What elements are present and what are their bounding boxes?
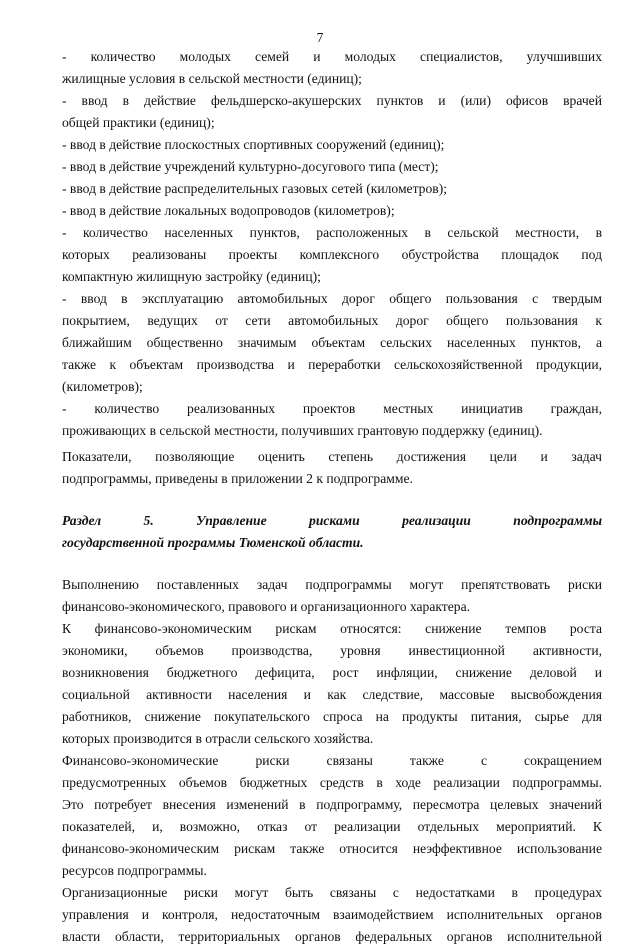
text-line: социальной активности населения и как следствие, массовые высвобождения — [62, 687, 602, 702]
text-line: возникновения бюджетного дефицита, рост инфляции, снижение деловой и — [62, 665, 602, 680]
text-line: общей практики (единиц); — [62, 115, 215, 130]
text-line: ближайшим общественно значимым объектам сельских населенных пунктов, а — [62, 335, 602, 350]
heading-line: государственной программы Тюменской области. — [62, 535, 364, 550]
text-line: работников, снижение покупательского спроса на продукты питания, сырье для — [62, 709, 602, 724]
indicator-item — [62, 398, 602, 442]
text-line: Показатели, позволяющие оценить степень достижения цели и задач — [62, 449, 602, 464]
indicator-item — [62, 200, 602, 222]
text-line: покрытием, ведущих от сети автомобильных дорог общего пользования к — [62, 313, 602, 328]
text-line: К финансово-экономическим рискам относятся: снижение темпов роста — [62, 621, 602, 636]
text-line: - ввод в эксплуатацию автомобильных дорог общего пользования с твердым — [62, 291, 602, 306]
section-heading — [62, 510, 602, 554]
risk-paragraph — [62, 618, 602, 750]
text-line: Выполнению поставленных задач подпрограммы могут препятствовать риски — [62, 577, 602, 592]
risk-paragraph — [62, 574, 602, 618]
text-line: - ввод в действие фельдшерско-акушерских пунктов и (или) офисов врачей — [62, 93, 602, 108]
text-line: - количество населенных пунктов, расположенных в сельской местности, в — [62, 225, 602, 240]
heading-line: Раздел 5. Управление рисками реализации подпрограммы — [62, 513, 602, 528]
page-content — [62, 46, 602, 948]
text-line: которых реализованы проекты комплексного обустройства площадок под — [62, 247, 602, 262]
text-line: ресурсов подпрограммы. — [62, 863, 207, 878]
indicator-list — [62, 46, 602, 442]
text-line: жилищные условия в сельской местности (единиц); — [62, 71, 362, 86]
page-number: 7 — [316, 30, 324, 45]
indicator-item — [62, 46, 602, 90]
indicator-item — [62, 90, 602, 134]
text-line: компактную жилищную застройку (единиц); — [62, 269, 321, 284]
risk-paragraph — [62, 882, 602, 948]
text-line: экономики, объемов производства, уровня инвестиционной активности, — [62, 643, 602, 658]
text-line: подпрограммы, приведены в приложении 2 к подпрограмме. — [62, 471, 413, 486]
text-line: - количество реализованных проектов местных инициатив граждан, — [62, 401, 602, 416]
text-line: Финансово-экономические риски связаны также с сокращением — [62, 753, 602, 768]
text-line: Это потребует внесения изменений в подпрограмму, пересмотра целевых значений — [62, 797, 602, 812]
indicator-item — [62, 288, 602, 398]
text-line: - количество молодых семей и молодых специалистов, улучшивших — [62, 49, 602, 64]
text-line: которых производится в отрасли сельского хозяйства. — [62, 731, 374, 746]
text-line: финансово-экономическим рискам также относится неэффективное использование — [62, 841, 602, 856]
text-line: - ввод в действие локальных водопроводов (километров); — [62, 203, 395, 218]
text-line: власти области, территориальных органов федеральных органов исполнительной — [62, 929, 602, 944]
text-line: проживающих в сельской местности, получивших грантовую поддержку (единиц). — [62, 423, 543, 438]
indicator-item — [62, 222, 602, 288]
text-line: - ввод в действие учреждений культурно-досугового типа (мест); — [62, 159, 439, 174]
text-line: - ввод в действие плоскостных спортивных сооружений (единиц); — [62, 137, 445, 152]
text-line: также к объектам производства и переработки сельскохозяйственной продукции, — [62, 357, 602, 372]
text-line: - ввод в действие распределительных газовых сетей (километров); — [62, 181, 447, 196]
text-line: финансово-экономического, правового и организационного характера. — [62, 599, 471, 614]
text-line: управления и контроля, недостаточным взаимодействием исполнительных органов — [62, 907, 602, 922]
risk-paragraph — [62, 750, 602, 882]
indicator-item — [62, 156, 602, 178]
text-line: (километров); — [62, 379, 143, 394]
summary-paragraph — [62, 446, 602, 490]
text-line: предусмотренных объемов бюджетных средств в ходе реализации подпрограммы. — [62, 775, 602, 790]
indicator-item — [62, 134, 602, 156]
text-line: показателей, и, возможно, отказ от реализации отдельных мероприятий. К — [62, 819, 602, 834]
indicator-item — [62, 178, 602, 200]
text-line: Организационные риски могут быть связаны с недостатками в процедурах — [62, 885, 602, 900]
